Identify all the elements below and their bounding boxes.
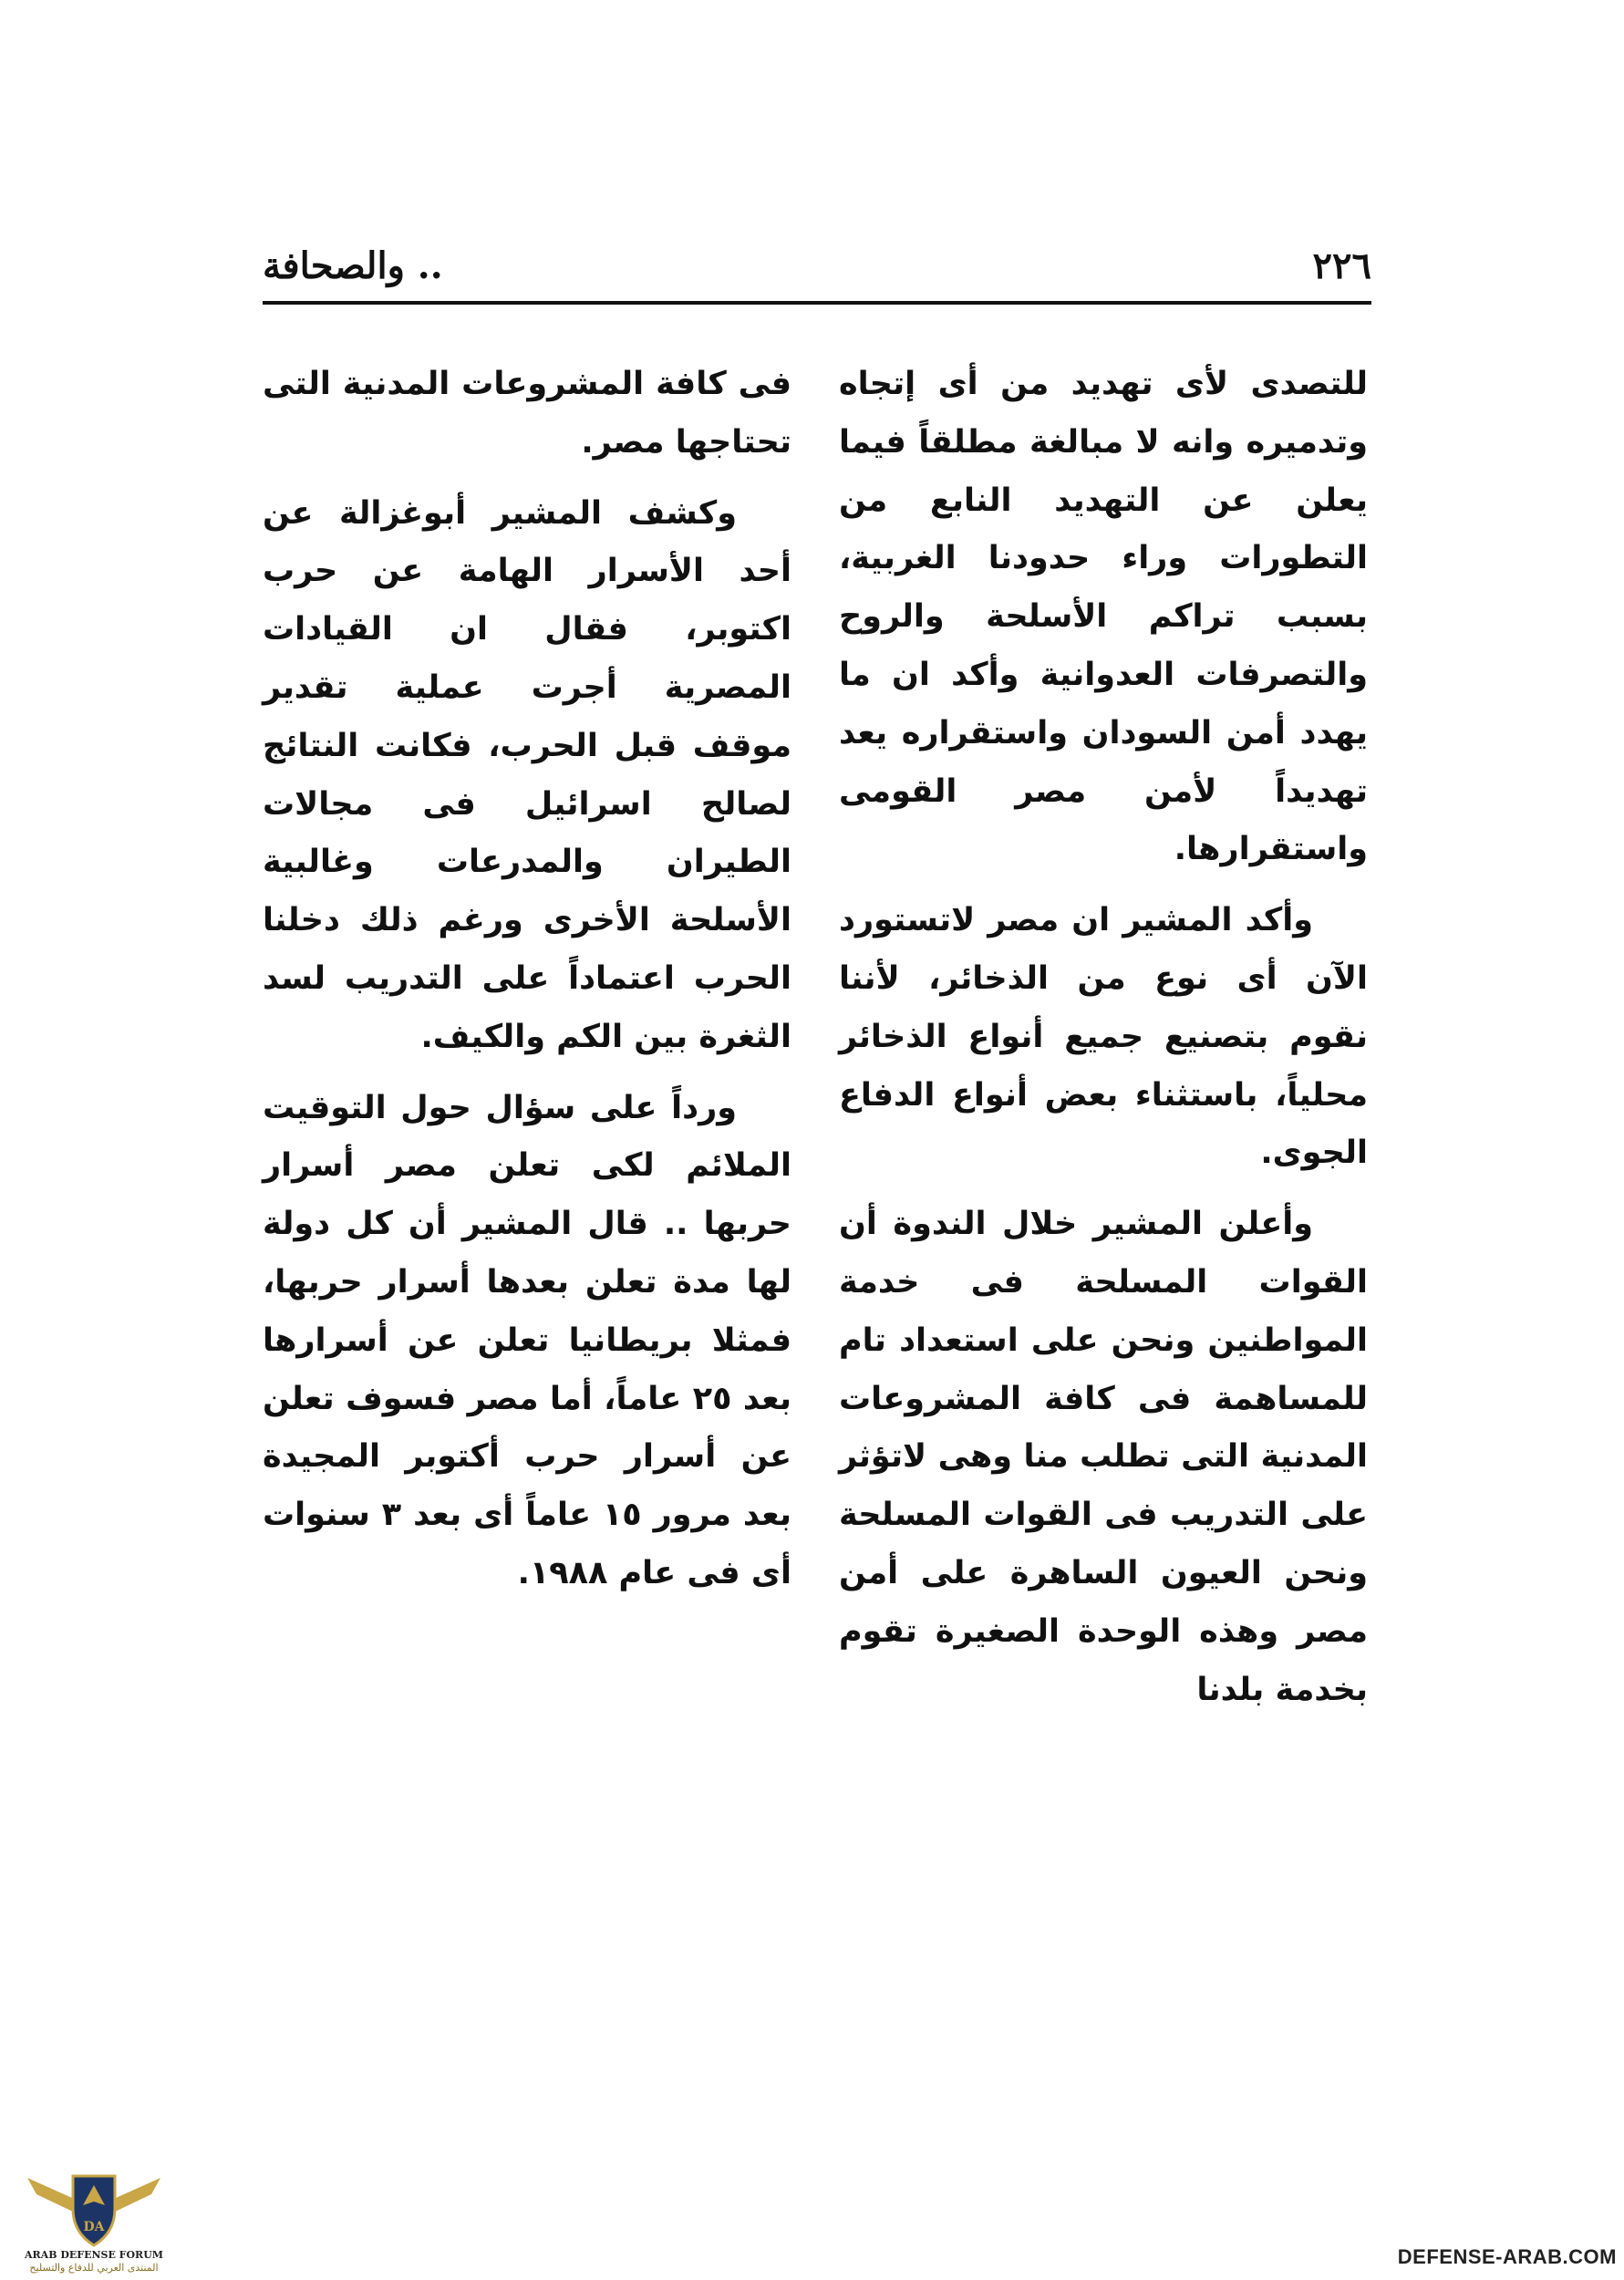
left-paragraph-2: وكشف المشير أبوغزالة عن أحد الأسرار الهامة عن حرب اكتوبر، فقال ان القيادات المصرية أجرت عملية تقدير موقف قبل الحرب، فكانت النتائج لصالح اسرائيل فى مجالات الطيران والمدرعات وغالبية الأسلحة الأخرى ورغم ذلك دخلنا الحرب اعتماداً على التدريب لسد الثغرة بين الكم والكيف. bbox=[263, 494, 791, 1055]
forum-logo bbox=[16, 2161, 171, 2275]
logo-caption-english: ARAB DEFENSE FORUM bbox=[25, 2249, 163, 2261]
logo-initials: DA bbox=[83, 2220, 105, 2234]
left-paragraph-3: ورداً على سؤال حول التوقيت الملائم لكى تعلن مصر أسرار حربها .. قال المشير أن كل دولة لها مدة تعلن بعدها أسرار حربها، فمثلا بريطانيا تعلن عن أسرارها بعد ٢٥ عاماً، أما مصر فسوف تعلن عن أسرار حرب أكتوبر المجيدة بعد مرور ١٥ عاماً أى بعد ٣ سنوات أى فى عام ١٩٨٨. bbox=[263, 1089, 791, 1591]
page-number: ٢٢٦ bbox=[1312, 244, 1371, 287]
left-paragraph-1: فى كافة المشروعات المدنية التى تحتاجها مصر. bbox=[263, 366, 791, 461]
right-column bbox=[839, 356, 1368, 1732]
running-header bbox=[263, 239, 1371, 294]
right-paragraph-2: وأكد المشير ان مصر لاتستورد الآن أى نوع من الذخائر، لأننا نقوم بتصنيع جميع أنواع الذخائر محلياً، باستثناء بعض أنواع الدفاع الجوى. bbox=[839, 902, 1368, 1172]
left-column bbox=[263, 356, 791, 1616]
eagle-shield-icon bbox=[16, 2161, 171, 2251]
site-watermark: DEFENSE-ARAB.COM bbox=[1397, 2245, 1617, 2268]
logo-caption-arabic: المنتدى العربي للدفاع والتسليح bbox=[29, 2262, 159, 2274]
header-rule bbox=[263, 301, 1371, 305]
section-title: .. والصحافة bbox=[263, 244, 443, 287]
right-paragraph-1: للتصدى لأى تهديد من أى إتجاه وتدميره وانه لا مبالغة مطلقاً فيما يعلن عن التهديد النابع من التطورات وراء حدودنا الغربية، بسبب تراكم الأسلحة والروح والتصرفات العدوانية وأكد ان ما يهدد أمن السودان واستقراره يعد تهديداً لأمن مصر القومى واستقرارها. bbox=[839, 366, 1368, 868]
right-paragraph-3: وأعلن المشير خلال الندوة أن القوات المسلحة فى خدمة المواطنين ونحن على استعداد تام للمساهمة فى كافة المشروعات المدنية التى تطلب منا وهى لاتؤثر على التدريب فى القوات المسلحة ونحن العيون الساهرة على أمن مصر وهذه الوحدة الصغيرة تقوم بخدمة بلدنا bbox=[839, 1206, 1368, 1708]
